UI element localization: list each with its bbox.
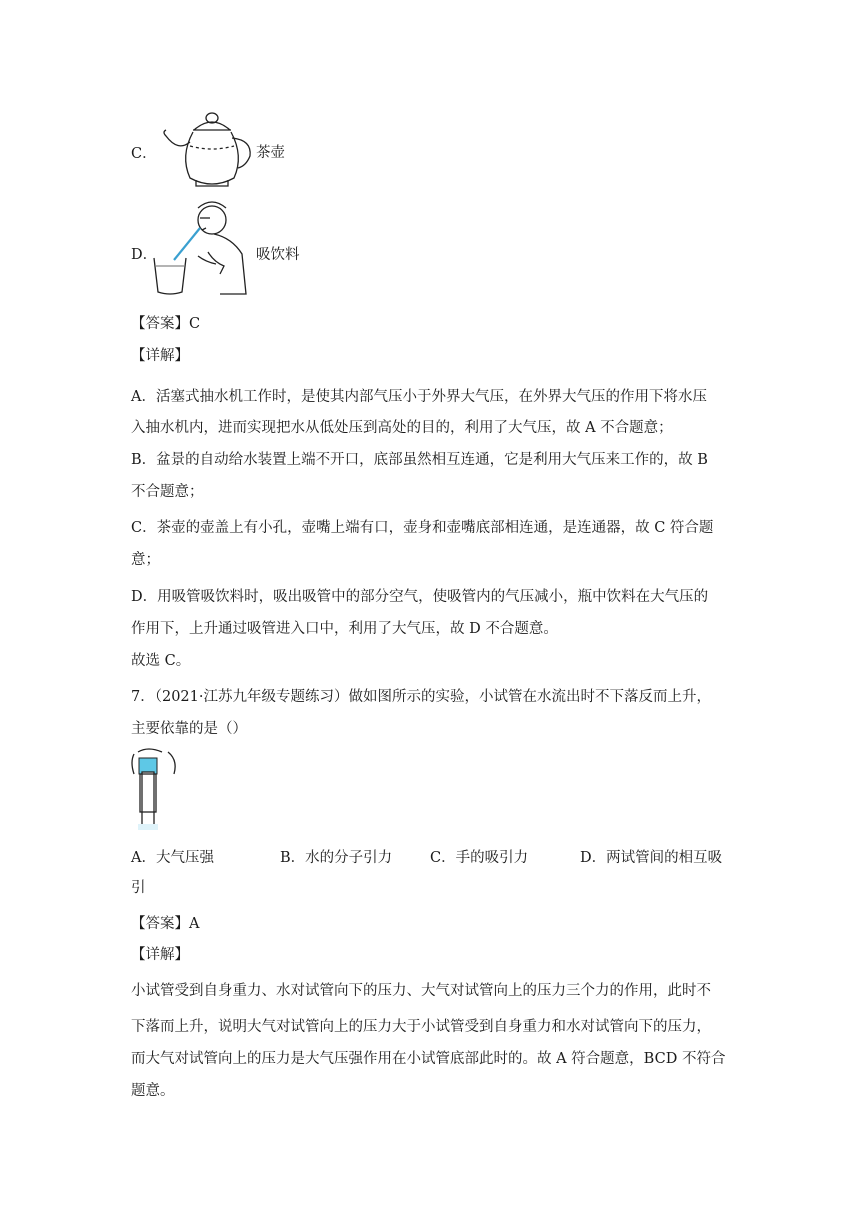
option-c-caption: 茶壶 bbox=[256, 145, 285, 161]
q6-detail-line: 作用下，上升通过吸管进入口中，利用了大气压，故 D 不合题意。 bbox=[131, 621, 558, 637]
test-tube-figure bbox=[128, 748, 180, 834]
drinking-figure bbox=[150, 196, 254, 300]
q6-conclusion: 故选 C。 bbox=[131, 653, 191, 669]
q7-detail-line: 而大气对试管向上的压力是大气压强作用在小试管底部此时的。故 A 符合题意，BCD 不符合 bbox=[131, 1051, 726, 1067]
q6-detail-line: 入抽水机内，进而实现把水从低处压到高处的目的，利用了大气压，故 A 不合题意； bbox=[131, 420, 673, 436]
q7-choice-d: D．两试管间的相互吸 bbox=[580, 850, 723, 866]
q6-answer: 【答案】C bbox=[131, 316, 201, 332]
q7-answer: 【答案】A bbox=[131, 916, 200, 932]
q6-detail-heading: 【详解】 bbox=[131, 348, 189, 364]
q6-detail-line: A．活塞式抽水机工作时，是使其内部气压小于外界大气压，在外界大气压的作用下将水压 bbox=[131, 389, 707, 405]
option-d-caption: 吸饮料 bbox=[256, 247, 300, 263]
q7-detail-line: 小试管受到自身重力、水对试管向下的压力、大气对试管向上的压力三个力的作用，此时不 bbox=[131, 983, 711, 999]
q7-detail-heading: 【详解】 bbox=[131, 947, 189, 963]
q6-detail-line: B．盆景的自动给水装置上端不开口，底部虽然相互连通，它是利用大气压来工作的，故 B bbox=[131, 452, 708, 468]
q6-detail-line: C．茶壶的壶盖上有小孔，壶嘴上端有口，壶身和壶嘴底部相连通，是连通器，故 C 符合题 bbox=[131, 520, 714, 536]
q7-choice-a: A．大气压强 bbox=[131, 850, 214, 866]
q7-choice-c: C．手的吸引力 bbox=[430, 850, 529, 866]
q7-stem-line1: 7．（2021·江苏九年级专题练习）做如图所示的实验，小试管在水流出时不下落反而上升， bbox=[131, 689, 711, 705]
q7-stem-line2: 主要依靠的是（） bbox=[131, 721, 247, 737]
q7-choice-b: B．水的分子引力 bbox=[280, 850, 393, 866]
q7-detail-line: 题意。 bbox=[131, 1083, 175, 1099]
option-c-label: C． bbox=[131, 146, 157, 162]
q6-detail-line: D．用吸管吸饮料时，吸出吸管中的部分空气，使吸管内的气压减小，瓶中饮料在大气压的 bbox=[131, 589, 709, 605]
option-d-label: D． bbox=[131, 247, 158, 263]
q6-detail-line: 不合题意； bbox=[131, 484, 204, 500]
teapot-figure bbox=[160, 106, 256, 192]
q7-choice-d-wrap: 引 bbox=[131, 880, 146, 896]
q6-detail-line: 意； bbox=[131, 552, 160, 568]
q7-detail-line: 下落而上升，说明大气对试管向上的压力大于小试管受到自身重力和水对试管向下的压力， bbox=[131, 1019, 711, 1035]
